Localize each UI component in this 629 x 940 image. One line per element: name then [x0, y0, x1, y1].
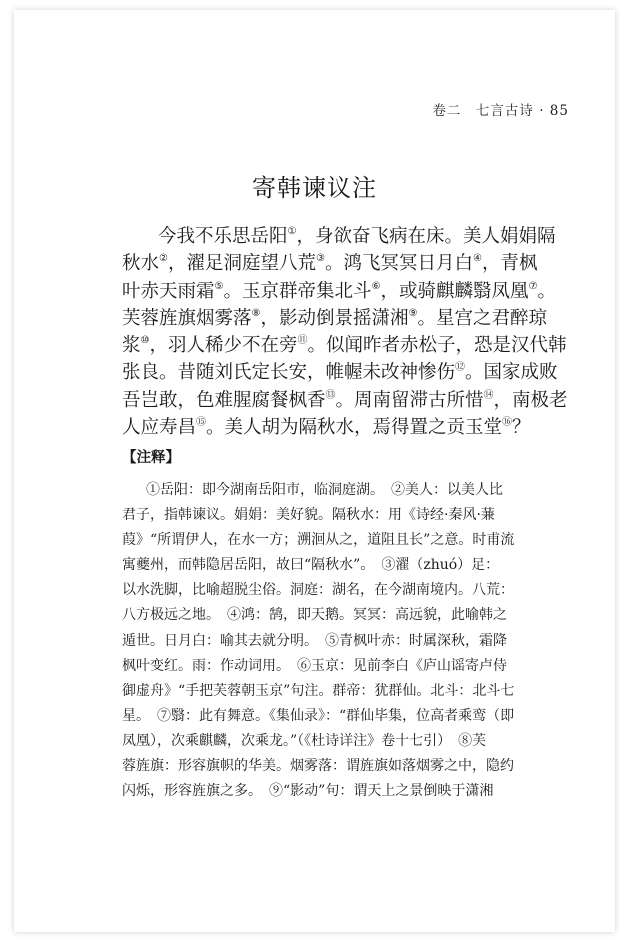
- poem-line: [122, 387, 584, 414]
- running-header: 卷二 七言古诗 · 85: [432, 103, 569, 119]
- poem-line: [122, 278, 584, 305]
- poem-text: 张良。昔随刘氏定长安，帷幄未改神惨伤: [122, 362, 456, 384]
- note-marker: ⑩: [140, 335, 150, 347]
- poem-text: ，青枫: [481, 253, 538, 275]
- note-line: 葭》“所谓伊人，在水一方；溯洄从之，道阻且长”之意。时甫流: [122, 532, 515, 549]
- poem-text: ，身欲奋飞病在床。美人娟娟隔: [296, 226, 556, 247]
- note-line: 以水洗脚，比喻超脱尘俗。洞庭：湖名，在今湖南境内。八荒：: [122, 582, 514, 599]
- poem-line: [122, 359, 584, 386]
- note-marker: ⑮: [196, 417, 207, 429]
- note-marker: ①: [287, 226, 297, 237]
- book-page: [14, 10, 615, 932]
- poem-text: 。美人胡为隔秋水，焉得置之贡玉堂: [206, 417, 503, 439]
- poem-text: ，濯足洞庭望八荒: [167, 253, 316, 275]
- note-marker: ⑯: [502, 417, 513, 429]
- note-marker: ⑥: [371, 280, 381, 292]
- poem-text: ，或骑麒麟翳凤凰: [380, 280, 529, 302]
- poem-line: [122, 414, 584, 441]
- poem-title: 寄韩谏议注: [252, 174, 377, 202]
- note-marker: ⑨: [408, 307, 418, 319]
- poem-line: [122, 305, 584, 332]
- poem-text: 。鸿飞冥冥日月白: [324, 253, 473, 275]
- note-marker: ⑬: [325, 389, 336, 401]
- note-line: 星。 ⑦翳：此有舞意。《集仙录》：“群仙毕集，位高者乘鸾（即: [122, 707, 515, 724]
- note-line: 凤凰），次乘麒麟，次乘龙。”（《杜诗详注》卷十七引） ⑧芙: [122, 732, 487, 749]
- note-line: ①岳阳：即今湖南岳阳市，临洞庭湖。 ②美人：以美人比: [146, 482, 503, 498]
- note-line: 御虚舟》“手把芙蓉朝玉京”句注。群帝：犹群仙。北斗：北斗七: [122, 682, 515, 699]
- note-line: 闪烁，形容旌旗之多。 ⑨“影动”句：谓天上之景倒映于潇湘: [122, 783, 494, 800]
- note-marker: ④: [472, 253, 482, 265]
- poem-text: ？: [512, 417, 531, 439]
- poem-line: [122, 332, 584, 359]
- poem-text: 吾岂敢，色难腥腐餐枫香: [122, 389, 326, 411]
- poem-text: ，羽人稀少不在旁: [149, 335, 298, 357]
- poem-text: 人应寿昌: [122, 417, 197, 439]
- note-line: 君子，指韩谏议。娟娟：美好貌。隔秋水：用《诗经·秦风·蒹: [122, 507, 495, 524]
- poem-text: 。国家成败: [465, 362, 558, 384]
- note-line: 遁世。日月白：喻其去就分明。 ⑤青枫叶赤：时属深秋，霜降: [122, 632, 507, 649]
- poem-text: ，南极老: [493, 389, 568, 411]
- poem-text: 。玉京群帝集北斗: [223, 280, 372, 302]
- note-line: 八方极远之地。 ④鸿：鹄，即天鹅。冥冥：高远貌，此喻韩之: [122, 607, 507, 624]
- poem-text: ，影动倒景摇潇湘: [260, 307, 409, 329]
- poem-text: 。似闻昨者赤松子，恐是汉代韩: [307, 335, 567, 357]
- note-line: 枫叶变红。雨：作动词用。 ⑥玉京：见前李白《庐山谣寄卢侍: [122, 657, 507, 674]
- poem-text: 芙蓉旌旗烟雾落: [122, 307, 252, 329]
- note-marker: ⑫: [455, 362, 466, 374]
- poem-text: 。: [537, 280, 556, 302]
- poem-text: 今我不乐思岳阳: [158, 226, 288, 247]
- poem-line: [122, 223, 584, 250]
- poem-body: [122, 223, 584, 441]
- note-marker: ②: [159, 253, 168, 265]
- note-marker: ⑦: [528, 280, 538, 292]
- poem-text: 。星宫之君醉琼: [417, 307, 547, 329]
- note-line: 蓉旌旗：形容旗帜的华美。烟雾落：谓旌旗如落烟雾之中，隐约: [122, 758, 514, 775]
- note-marker: ⑪: [297, 335, 308, 347]
- poem-text: 秋水: [122, 253, 160, 275]
- note-marker: ⑭: [483, 389, 494, 401]
- note-marker: ③: [316, 253, 325, 265]
- poem-text: 叶赤天雨霜: [122, 280, 215, 302]
- poem-text: 浆: [122, 335, 141, 357]
- poem-line: [122, 250, 584, 277]
- poem-text: 。周南留滞古所惜: [335, 389, 484, 411]
- note-line: 寓夔州，而韩隐居岳阳，故曰“隔秋水”。 ③濯（zhuó）足：: [122, 557, 500, 574]
- note-marker: ⑤: [214, 280, 224, 292]
- notes-body: [122, 478, 592, 804]
- notes-heading: 【注释】: [122, 450, 180, 466]
- note-marker: ⑧: [251, 307, 261, 319]
